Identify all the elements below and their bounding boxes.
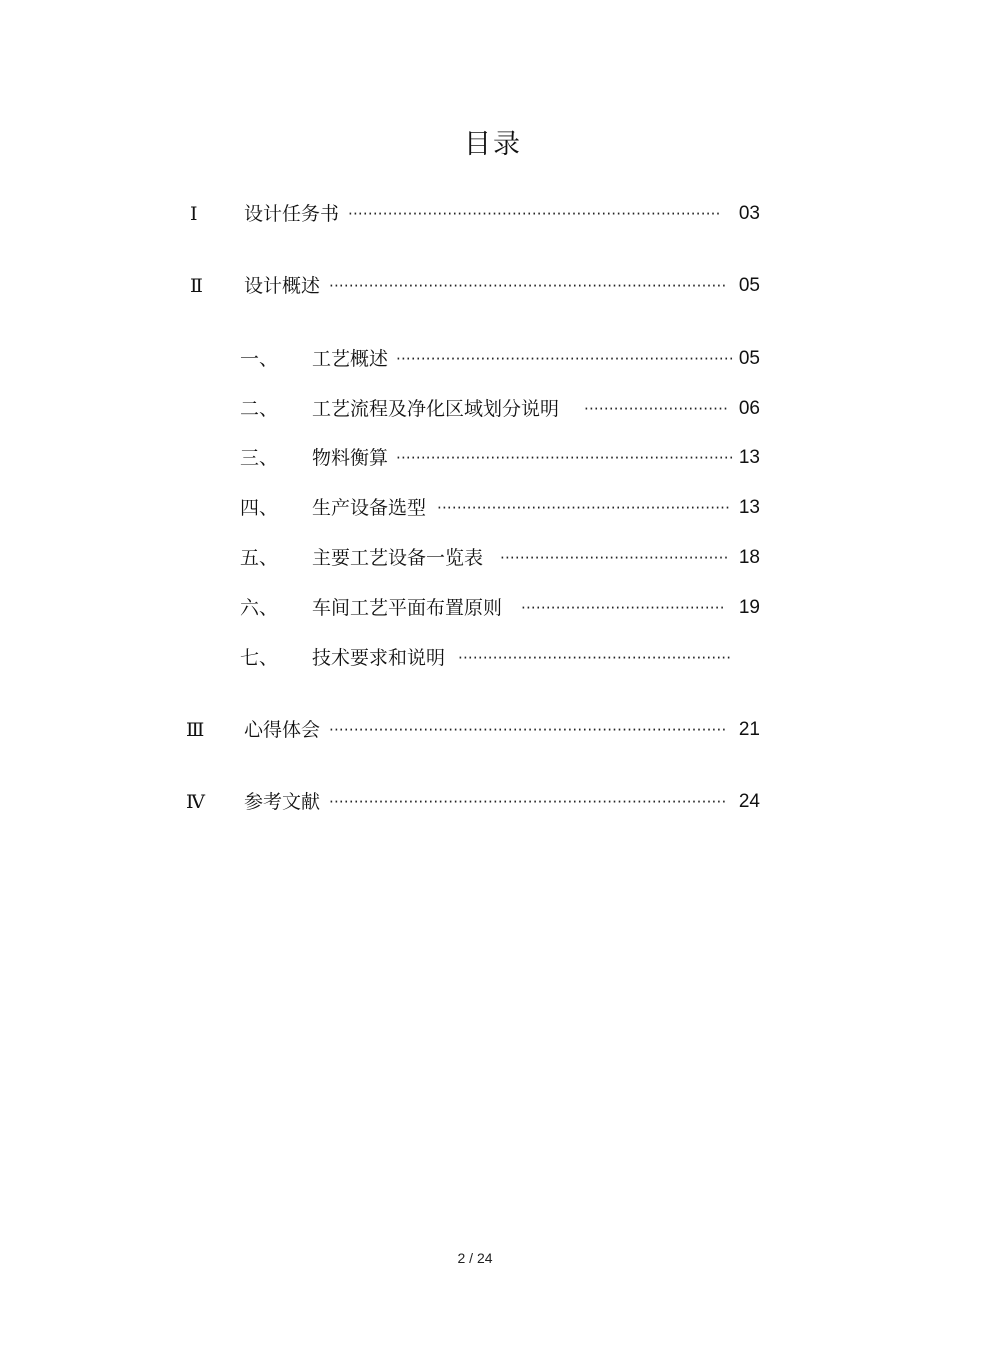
page-number: 03 [738, 203, 760, 224]
page-number: 13 [738, 497, 760, 518]
section-label: 设计任务书 [244, 203, 340, 225]
section-label: 心得体会 [244, 719, 321, 741]
subsection-number: 五、 [240, 547, 279, 569]
dot-leader: ··········································································· [348, 205, 721, 223]
page-number: 21 [738, 719, 760, 740]
page-number [720, 643, 760, 673]
dot-leader: ···································································· [396, 350, 734, 368]
dot-leader: ················································································ [329, 793, 727, 811]
dot-leader: ····························· [584, 400, 729, 418]
subsection-label: 工艺概述 [312, 348, 389, 370]
subsection-label: 物料衡算 [312, 447, 389, 469]
subsection-number: 七、 [240, 647, 279, 669]
subsection-number: 六、 [240, 597, 279, 619]
dot-leader: ··························································· [437, 499, 731, 517]
page-footer: 2 / 24 [457, 1250, 493, 1266]
subsection-label: 工艺流程及净化区域划分说明 [312, 398, 560, 420]
subsection-label: 主要工艺设备一览表 [312, 547, 484, 569]
section-numeral: Ⅰ [190, 203, 198, 225]
subsection-number: 二、 [240, 398, 279, 420]
page-number: 05 [738, 275, 760, 296]
section-numeral: Ⅲ [186, 719, 205, 741]
dot-leader: ······················································· [458, 649, 732, 667]
dot-leader: ················································································ [329, 277, 727, 295]
page-title: 目录 [464, 129, 522, 160]
page-number: 13 [738, 447, 760, 468]
page-number: 05 [738, 348, 760, 369]
subsection-number: 三、 [240, 447, 279, 469]
subsection-number: 一、 [240, 348, 279, 370]
subsection-label: 车间工艺平面布置原则 [312, 597, 503, 619]
page-number: 06 [738, 398, 760, 419]
section-numeral: Ⅱ [190, 275, 203, 297]
subsection-label: 生产设备选型 [312, 497, 427, 519]
page-number: 19 [738, 597, 760, 618]
subsection-number: 四、 [240, 497, 279, 519]
section-label: 参考文献 [244, 791, 321, 813]
page-number: 24 [738, 791, 760, 812]
section-label: 设计概述 [244, 275, 321, 297]
subsection-label: 技术要求和说明 [312, 647, 446, 669]
dot-leader: ·············································· [500, 549, 729, 567]
dot-leader: ···································································· [396, 449, 734, 467]
dot-leader: ········································· [521, 599, 725, 617]
page-number: 18 [738, 547, 760, 568]
section-numeral: Ⅳ [186, 791, 205, 813]
dot-leader: ················································································ [329, 721, 727, 739]
